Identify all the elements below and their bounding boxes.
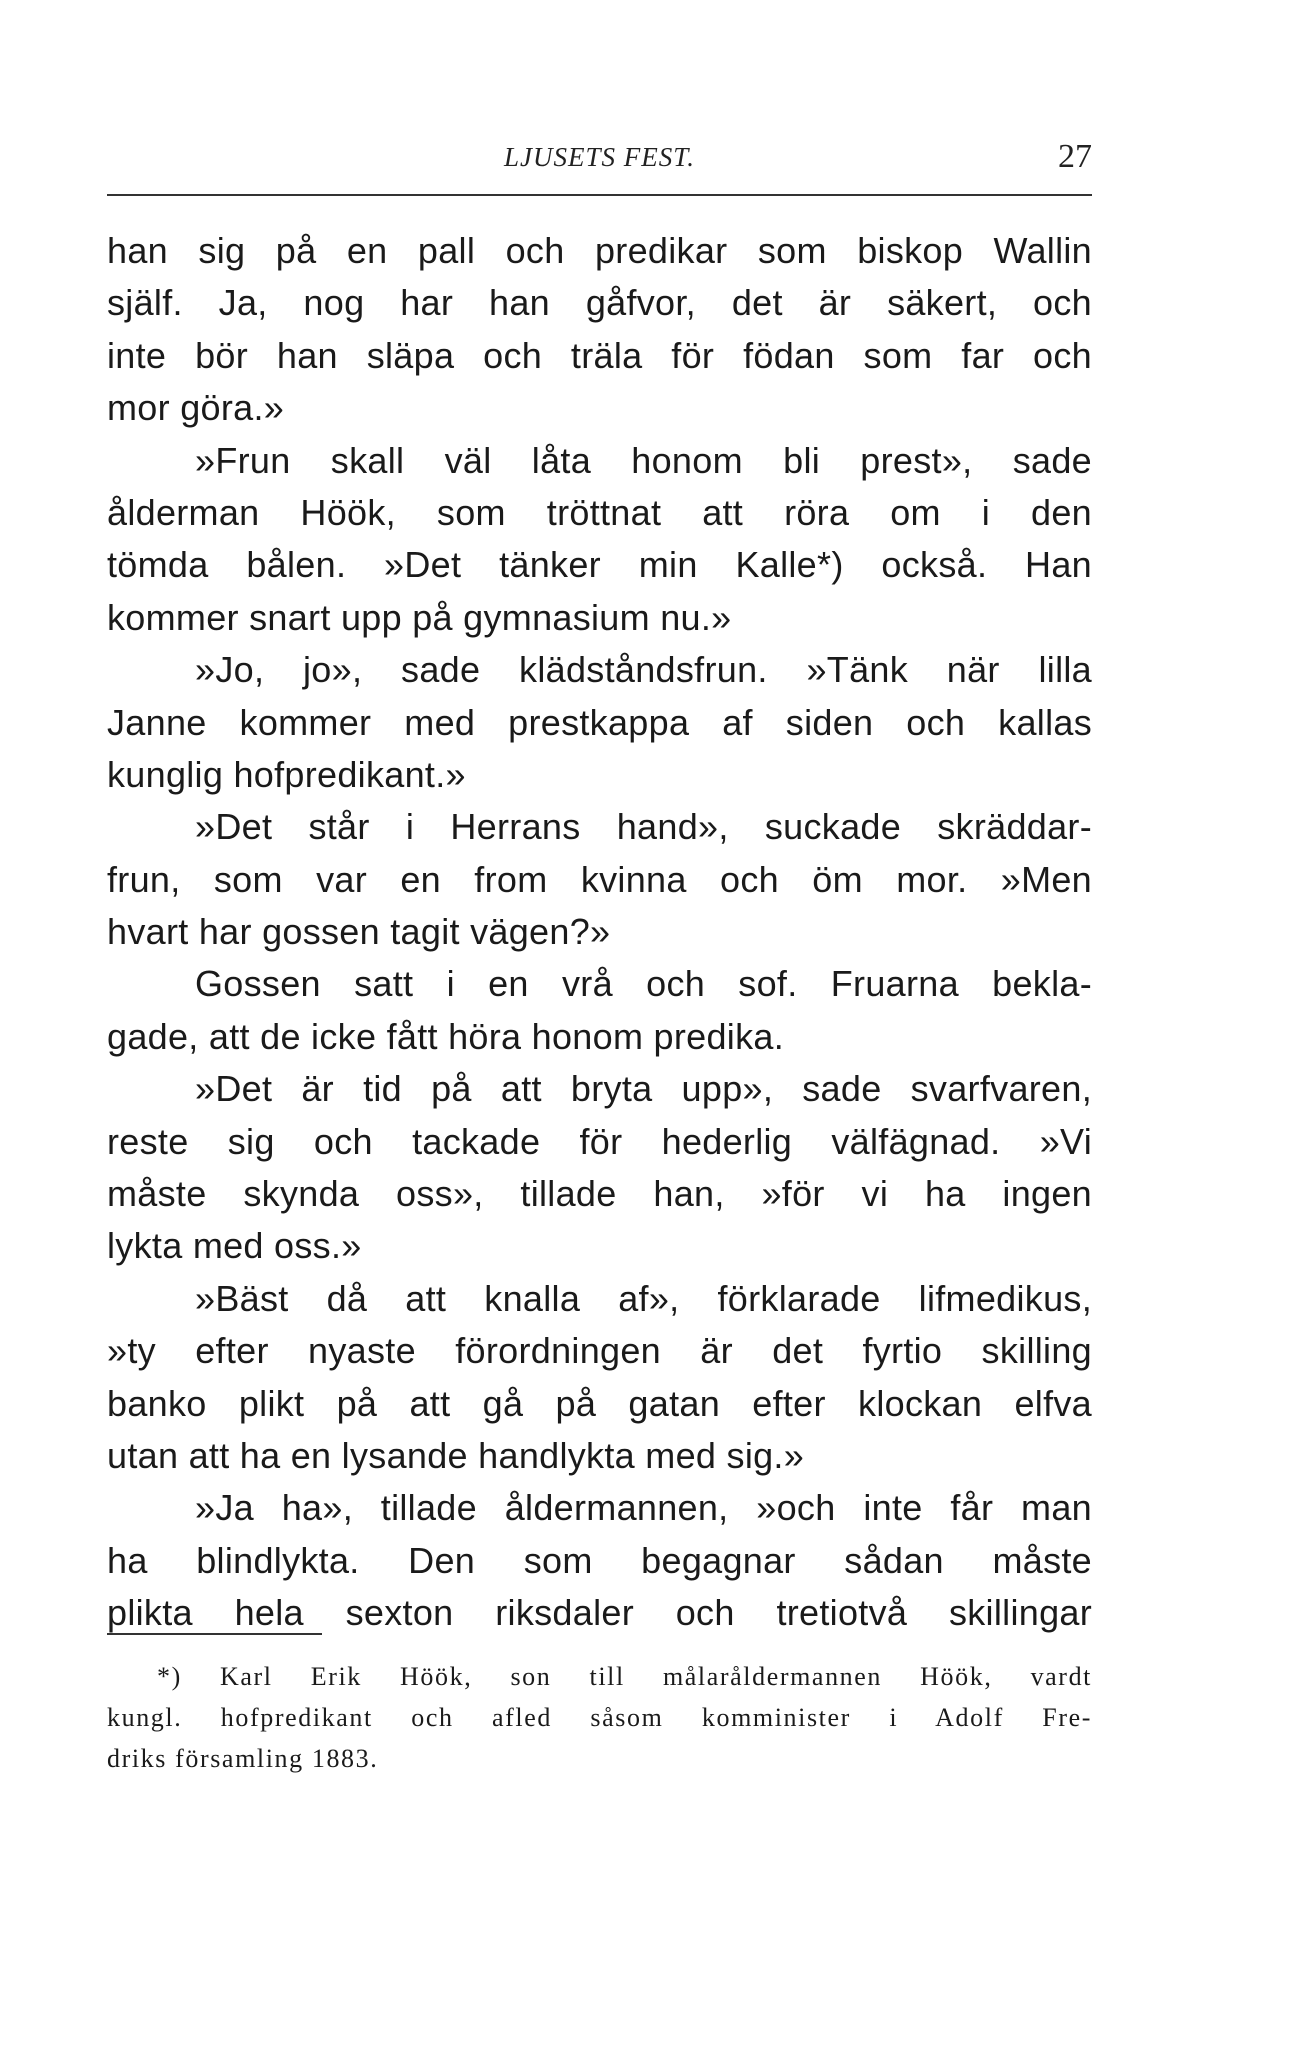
text-line: banko plikt på att gå på gatan efter klockan elfva <box>107 1382 1092 1424</box>
body-text <box>107 225 1092 1640</box>
text-line: »Det är tid på att bryta upp», sade svarfvaren, <box>195 1068 1092 1110</box>
text-line: måste skynda oss», tillade han, »för vi ha ingen <box>107 1173 1092 1215</box>
footnote-line: driks församling 1883. <box>107 1744 379 1773</box>
text-line: »Ja ha», tillade åldermannen, »och inte får man <box>195 1487 1092 1529</box>
text-line: »Bäst då att knalla af», förklarade lifmedikus, <box>195 1277 1092 1319</box>
text-line: ha blindlykta. Den som begagnar sådan måste <box>107 1539 1092 1581</box>
text-line: »Jo, jo», sade klädståndsfrun. »Tänk när lilla <box>195 649 1092 691</box>
text-line: gade, att de icke fått höra honom predika. <box>107 1015 785 1057</box>
text-line: »ty efter nyaste förordningen är det fyrtio skilling <box>107 1330 1092 1372</box>
page-header <box>107 138 1092 186</box>
text-line: tömda bålen. »Det tänker min Kalle*) också. Han <box>107 544 1092 586</box>
footnote <box>107 1656 1092 1779</box>
text-line: inte bör han släpa och träla för födan som far och <box>107 334 1092 376</box>
page-number: 27 <box>1058 138 1092 175</box>
text-line: »Det står i Herrans hand», suckade skräddar- <box>195 806 1092 848</box>
text-line: lykta med oss.» <box>107 1225 362 1267</box>
text-line: frun, som var en from kvinna och öm mor. »Men <box>107 858 1092 900</box>
footnote-line: kungl. hofpredikant och afled såsom komminister i Adolf Fre- <box>107 1703 1092 1732</box>
footnote-line: *) Karl Erik Höök, son till målaråldermannen Höök, vardt <box>157 1662 1092 1691</box>
header-rule <box>107 194 1092 196</box>
text-line: ålderman Höök, som tröttnat att röra om i den <box>107 491 1092 533</box>
text-line: »Frun skall väl låta honom bli prest», sade <box>195 439 1092 481</box>
text-line: utan att ha en lysande handlykta med sig.» <box>107 1434 805 1476</box>
footnote-rule <box>107 1633 322 1635</box>
text-line: han sig på en pall och predikar som biskop Wallin <box>107 230 1092 271</box>
text-line: kunglig hofpredikant.» <box>107 753 466 795</box>
text-line: Gossen satt i en vrå och sof. Fruarna bekla- <box>195 963 1092 1005</box>
text-line: reste sig och tackade för hederlig välfägnad. »Vi <box>107 1120 1092 1162</box>
text-line: hvart har gossen tagit vägen?» <box>107 911 611 953</box>
text-line: kommer snart upp på gymnasium nu.» <box>107 596 732 638</box>
text-line: plikta hela sexton riksdaler och tretiotvå skillingar <box>107 1592 1092 1634</box>
text-line: Janne kommer med prestkappa af siden och kallas <box>107 701 1092 743</box>
text-line: själf. Ja, nog har han gåfvor, det är säkert, och <box>107 282 1092 324</box>
running-title: LJUSETS FEST. <box>503 142 695 172</box>
text-line: mor göra.» <box>107 387 285 429</box>
